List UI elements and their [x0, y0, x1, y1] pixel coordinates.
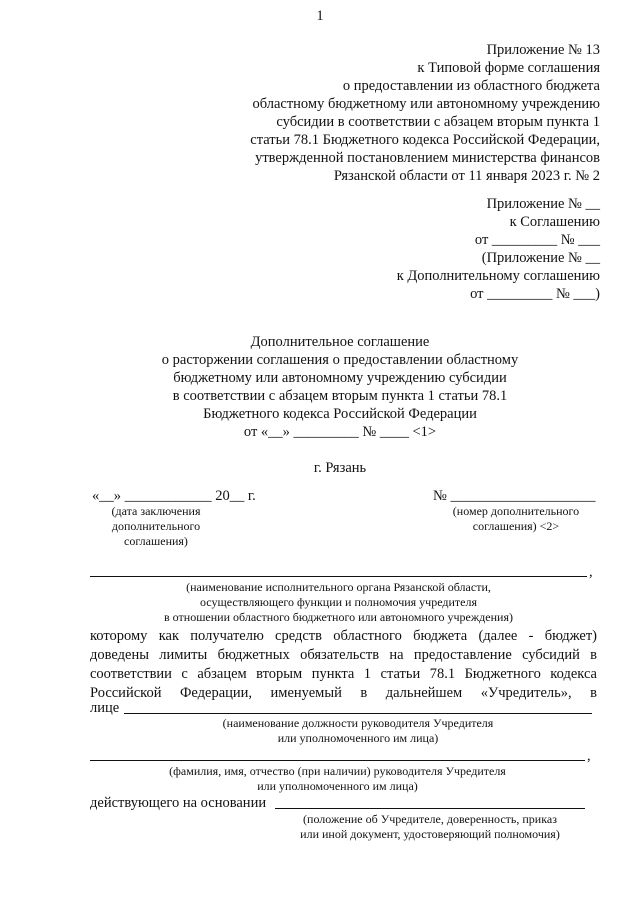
appendix-line: областному бюджетному или автономному учреждению: [252, 96, 600, 112]
appendix-line: Приложение № 13: [486, 42, 600, 58]
appendix-line: Рязанской области от 11 января 2023 г. № 2: [333, 168, 600, 184]
basis-caption: или иной документ, удостоверяющий полномочия): [300, 827, 560, 841]
reference-line: к Соглашению: [509, 214, 600, 230]
basis-label: действующего на основании: [90, 795, 267, 811]
appendix-line: статьи 78.1 Бюджетного кодекса Российской Федерации,: [250, 132, 600, 148]
basis-caption: (положение об Учредителе, доверенность, приказ: [303, 812, 557, 826]
date-caption: дополнительного: [111, 519, 201, 533]
reference-line: от _________ № ___): [470, 286, 600, 302]
city: г. Рязань: [313, 460, 367, 476]
representative-name-field[interactable]: [90, 760, 585, 761]
number-caption: (номер дополнительного: [452, 504, 580, 518]
founder-name-field[interactable]: [90, 576, 587, 577]
title-line: Дополнительное соглашение: [250, 334, 430, 350]
appendix-line: субсидии в соответствии с абзацем вторым пункта 1: [276, 114, 600, 130]
title-line: бюджетному или автономному учреждению субсидии: [173, 370, 507, 386]
title-line: от «__» _________ № ____ <1>: [243, 424, 437, 440]
date-caption: (дата заключения: [111, 504, 201, 518]
founder-caption: в отношении областного бюджетного или автономного учреждения): [164, 610, 513, 624]
agreement-number-field[interactable]: № ____________________: [433, 488, 596, 504]
comma: ,: [587, 748, 591, 764]
reference-line: от _________ № ___: [474, 232, 600, 248]
body-paragraph-line: которому как получателю средств областного бюджета (далее - бюджет): [90, 628, 597, 644]
person-label: лице: [90, 700, 120, 716]
body-paragraph-line: соответствии с абзацем вторым пункта 1 статьи 78.1 Бюджетного кодекса: [90, 666, 597, 682]
reference-line: Приложение № __: [486, 196, 600, 212]
representative-position-field[interactable]: [124, 713, 592, 714]
reference-line: к Дополнительному соглашению: [396, 268, 600, 284]
appendix-line: о предоставлении из областного бюджета: [342, 78, 600, 94]
title-line: в соответствии с абзацем вторым пункта 1 статьи 78.1: [172, 388, 508, 404]
title-line: о расторжении соглашения о предоставлении областному: [161, 352, 519, 368]
fio-caption: или уполномоченного им лица): [257, 779, 418, 793]
founder-caption: осуществляющего функции и полномочия учредителя: [199, 595, 477, 609]
body-paragraph-line: доведены лимиты бюджетных обязательств на предоставление субсидий в: [90, 647, 597, 663]
position-caption: или уполномоченного им лица): [277, 731, 439, 745]
body-paragraph-line: Российской Федерации, именуемый в дальнейшем «Учредитель», в: [90, 685, 597, 701]
authority-document-field[interactable]: [275, 808, 585, 809]
fio-caption: (фамилия, имя, отчество (при наличии) руководителя Учредителя: [169, 764, 506, 778]
comma: ,: [589, 564, 593, 580]
position-caption: (наименование должности руководителя Учредителя: [222, 716, 494, 730]
title-line: Бюджетного кодекса Российской Федерации: [203, 406, 477, 422]
reference-line: (Приложение № __: [481, 250, 600, 266]
number-caption: соглашения) <2>: [472, 519, 560, 533]
appendix-line: к Типовой форме соглашения: [417, 60, 600, 76]
conclusion-date-field[interactable]: «__» ____________ 20__ г.: [92, 488, 256, 504]
founder-caption: (наименование исполнительного органа Рязанской области,: [186, 580, 491, 594]
page-number: 1: [316, 8, 324, 24]
appendix-line: утвержденной постановлением министерства финансов: [255, 150, 600, 166]
date-caption: соглашения): [124, 534, 188, 548]
